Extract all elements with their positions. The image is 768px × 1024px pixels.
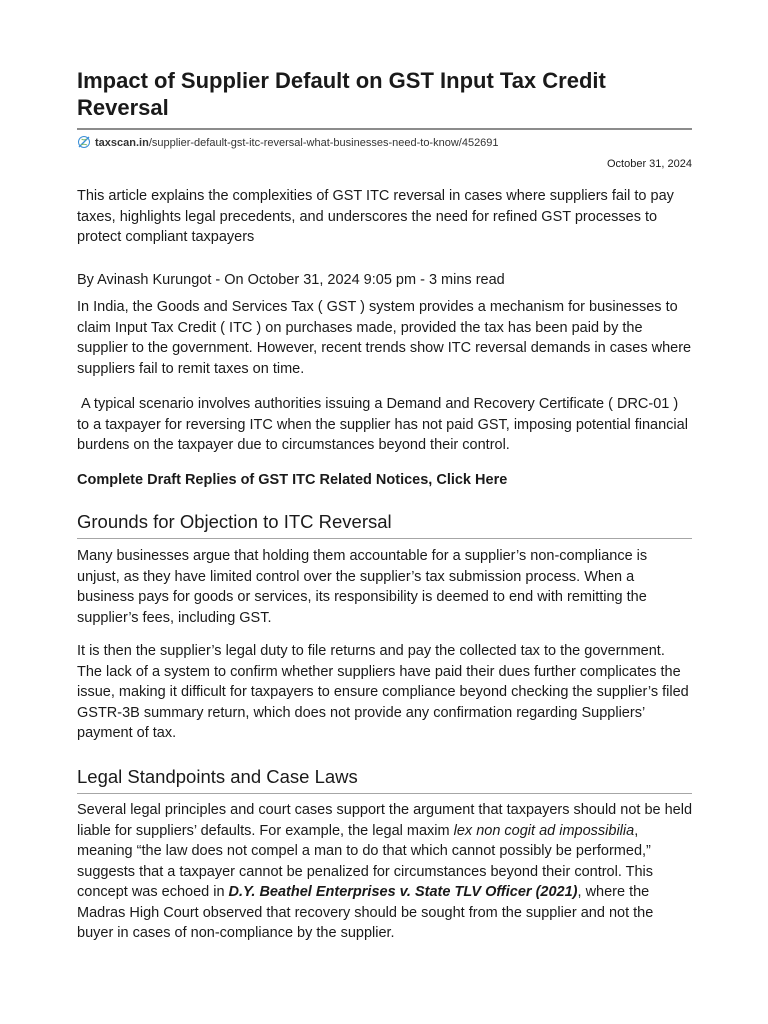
section-heading-grounds: Grounds for Objection to ITC Reversal <box>77 511 392 532</box>
legal-text-c: , where the Madras High Court observed that recovery should be sought from the supplier and not the buyer in cases of non-compliance by the supplier. <box>77 884 654 941</box>
publish-date: October 31, 2024 <box>606 158 692 170</box>
link-icon <box>77 135 91 149</box>
paragraph-grounds-1: Many businesses argue that holding them accountable for a supplier’s non-compliance is unjust, as they have limited control over the supplier’s tax submission process. When a business pays for goods or services, its responsibility is deemed to end with remitting the supplier’s fees, including GST. <box>77 548 648 626</box>
article-title: Impact of Supplier Default on GST Input Tax Credit Reversal <box>77 68 606 120</box>
legal-text-b: , meaning “the law does not compel a man to do that which cannot possibly be performed,” suggests that a taxpayer cannot be penalized for circumstances beyond their control. This concept was echoed in <box>77 822 654 900</box>
legal-maxim: lex non cogit ad impossibilia <box>453 822 635 839</box>
section-heading-legal: Legal Standpoints and Case Laws <box>77 766 358 787</box>
paragraph-scenario: A typical scenario involves authorities issuing a Demand and Recovery Certificate ( DRC-01 ) to a taxpayer for reversing ITC when the supplier has not paid GST, imposing potential financial burdens on the taxpayer due to circumstances beyond their control. <box>77 396 692 453</box>
article-byline: By Avinash Kurungot - On October 31, 2024 9:05 pm - 3 mins read <box>77 272 505 288</box>
title-divider <box>77 128 692 130</box>
paragraph-grounds-2: It is then the supplier’s legal duty to file returns and pay the collected tax to the government. The lack of a system to confirm whether suppliers have paid their dues further complicates the issue, making it difficult for taxpayers to ensure compliance beyond checking the supplier’s filed GSTR-3B summary return, which does not provide any confirmation regarding Suppliers’ payment of tax. <box>77 643 689 741</box>
source-url[interactable] <box>77 135 692 151</box>
source-path[interactable]: /supplier-default-gst-itc-reversal-what-businesses-need-to-know/452691 <box>148 137 499 149</box>
case-citation: D.Y. Beathel Enterprises v. State TLV Officer (2021) <box>228 884 578 900</box>
article-summary: This article explains the complexities of GST ITC reversal in cases where suppliers fail to pay taxes, highlights legal precedents, and underscores the need for refined GST processes to protect compliant taxpayers <box>77 188 674 245</box>
source-host[interactable]: taxscan.in <box>95 137 149 149</box>
paragraph-legal <box>77 800 692 944</box>
section-divider <box>77 538 692 539</box>
legal-text-a: Several legal principles and court cases support the argument that taxpayers should not be held liable for suppliers’ defaults. For example, the legal maxim <box>77 802 693 839</box>
draft-replies-link[interactable]: Complete Draft Replies of GST ITC Related Notices, Click Here <box>77 472 508 488</box>
paragraph-intro: In India, the Goods and Services Tax ( GST ) system provides a mechanism for businesses to claim Input Tax Credit ( ITC ) on purchases made, provided the tax has been paid by the supplier to the government. However, recent trends show ITC reversal demands in cases where suppliers fail to remit taxes on time. <box>77 299 692 377</box>
section-divider <box>77 793 692 794</box>
